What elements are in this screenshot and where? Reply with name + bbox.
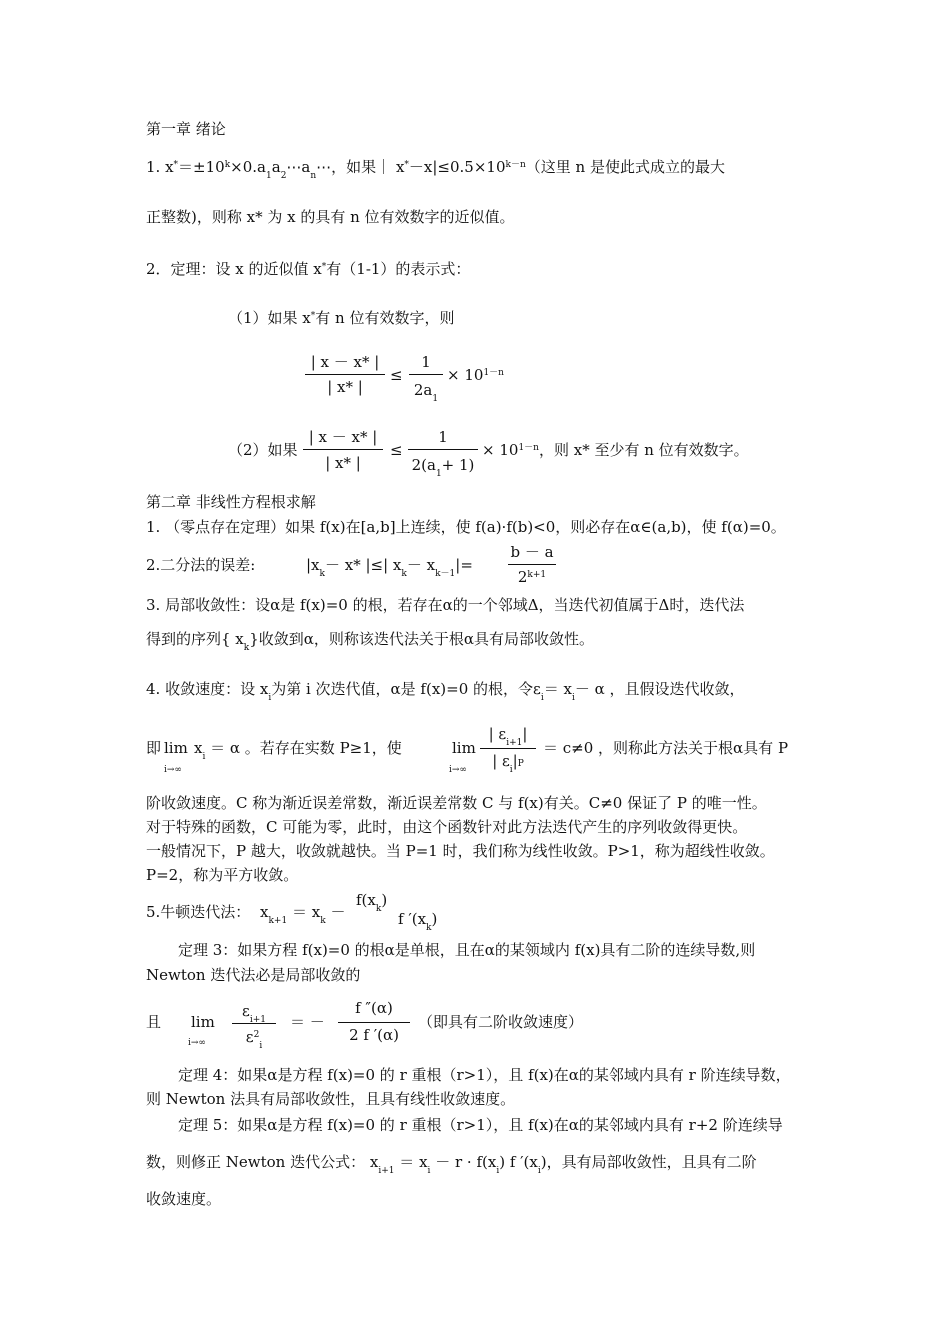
formula-2-bar [303, 449, 383, 450]
theorem-3-tail: （即具有二阶收敛速度） [418, 1013, 584, 1031]
lim-2: lim [452, 739, 476, 757]
formula-2-power-and-tail: × $10^{1-n}$，则 x* 至少有 n 位有效数字。 [482, 441, 749, 459]
ch2-item-3-line-2: 得到的序列{ $x_k$}收敛到α，则称该迭代法关于根α具有局部收敛性。 [146, 630, 595, 653]
ch2-para-line-1: 阶收敛速度。C 称为渐近误差常数，渐近误差常数 C 与 f(x)有关。C≠0 保证了 P 的唯一性。 [146, 794, 767, 812]
ch2-item-4-frac-bar [480, 748, 536, 749]
ch2-para-line-3: 一般情况下，P 越大，收敛就越快。当 P=1 时，我们称为线性收敛。P>1，称为超线性收敛。 [146, 842, 775, 860]
theorem-3-right-bar [338, 1022, 410, 1023]
ch2-item-2-label: 2.二分法的误差: [146, 556, 256, 574]
lim-2-under: i→∞ [449, 765, 467, 775]
theorem-4-line-2: 则 Newton 法具有局部收敛性，且具有线性收敛速度。 [146, 1090, 516, 1108]
lim-3: lim [191, 1013, 215, 1031]
lim-3-under: i→∞ [188, 1038, 206, 1048]
ch2-item-4-limit-expression: $x_i = \alpha$ 。若存在实数 P≥1，使 [194, 739, 402, 762]
ch1-item-2: 2．定理：设 x 的近似值 x*有（1-1）的表示式： [146, 260, 471, 278]
theorem-5-line-1: 定理 5：如果α是方程 f(x)=0 的 r 重根（r>1），且 f(x)在α的某邻域内具有 r+2 阶连续导 [178, 1116, 783, 1134]
newton-formula-lhs: $x_{k+1} = x_k$ － [260, 903, 346, 926]
theorem-4-line-1: 定理 4：如果α是方程 f(x)=0 的 r 重根（r>1），且 f(x)在α的某邻域内具有 r 阶连续导数， [178, 1066, 791, 1084]
theorem-5-line-3: 收敛速度。 [146, 1190, 222, 1208]
theorem-3-equals-minus: ＝ － [290, 1013, 325, 1031]
formula-1-right-denominator: $2a_1$ [413, 381, 439, 404]
ch2-item-3-line-1: 3. 局部收敛性：设α是 f(x)=0 的根，若存在α的一个邻域Δ，当迭代初值属于Δ时，迭代法 [146, 596, 745, 614]
ch1-item-1-line-2: 正整数)，则称 x* 为 x 的具有 n 位有效数字的近似值。 [146, 208, 515, 226]
lim-1-under: i→∞ [164, 765, 182, 775]
formula-2-leq: ≤ [390, 441, 403, 459]
theorem-3-right-numerator: f ″(α) [355, 999, 393, 1017]
ch2-item-4-frac-denominator: | $\varepsilon_i|P$ [492, 752, 524, 775]
theorem-3-ratio-bar [232, 1023, 276, 1024]
theorem-3-and: 且 [146, 1013, 162, 1031]
newton-formula-denominator: f $'(x_k)$ [398, 910, 438, 933]
formula-1-right-bar [409, 374, 443, 375]
formula-2-numerator: | x － x* | [308, 428, 378, 446]
ch2-item-1: 1. （零点存在定理）如果 f(x)在[a,b]上连续，使 f(a)·f(b)<0，则必存在α∈(a,b)，使 f(α)=0。 [146, 518, 786, 536]
theorem-3-line-2: Newton 迭代法必是局部收敛的 [146, 966, 361, 984]
ch1-case-1: （1）如果 x*有 n 位有效数字，则 [228, 309, 455, 327]
formula-1-numerator: | x － x* | [310, 353, 380, 371]
theorem-3-ratio-numerator: $\varepsilon_{i+1}$ [242, 1002, 266, 1025]
formula-1-power: × $10^{1-n}$ [447, 366, 504, 384]
lim-1: lim [164, 739, 188, 757]
formula-2-denominator: | x* | [325, 454, 361, 472]
theorem-5-line-2: 数，则修正 Newton 迭代公式： $x_{i+1} = x_i - r \cdot f(x_i)$ f $'(x_i)$，具有局部收敛性，且具有二阶 [146, 1153, 757, 1176]
ch2-item-2-denominator: $2^{k+1}$ [517, 568, 547, 586]
ch2-item-5-label: 5.牛顿迭代法： [146, 903, 251, 921]
formula-1-bar [305, 374, 385, 375]
theorem-3-right-denominator: 2 f ′(α) [349, 1026, 399, 1044]
formula-1-denominator: | x* | [327, 378, 363, 396]
ch1-case-2: （2）如果 [228, 441, 298, 459]
ch1-item-1: 1. $x^*=\pm 10^k\times 0.a_1a_2\cdots a_n\cdots$，如果｜ $x^*-x|\le 0.5\times 10^{k-n}$（这里 n 是使此式成立的最大 [146, 158, 725, 181]
theorem-3-line-1: 定理 3：如果方程 f(x)=0 的根α是单根，且在α的某领域内 f(x)具有二阶的连续导数,则 [178, 941, 756, 959]
ch2-para-line-2: 对于特殊的函数，C 可能为零，此时，由这个函数针对此方法迭代产生的序列收敛得更快。 [146, 818, 748, 836]
formula-2-right-numerator: 1 [438, 428, 448, 446]
ch2-item-4-line-1: 4. 收敛速度：设 $x_i$为第 i 次迭代值，α是 f(x)=0 的根，令$\varepsilon_i= x_i- \alpha$ ，且假设迭代收敛， [146, 680, 745, 703]
ch2-para-line-4: P=2，称为平方收敛。 [146, 866, 299, 884]
theorem-3-ratio-denominator: $\varepsilon^2_i$ [245, 1028, 263, 1051]
formula-2-right-bar [408, 449, 478, 450]
formula-2-right-denominator: $2(a_1+ 1)$ [411, 456, 475, 479]
ch2-item-2-numerator: b － a [510, 543, 554, 561]
ch2-item-2-bar [508, 564, 556, 565]
ch2-item-4-frac-numerator: | $\varepsilon_{i+1}|$ [488, 725, 528, 748]
formula-1-leq: ≤ [390, 366, 403, 384]
chapter-2-title: 第二章 非线性方程根求解 [146, 493, 316, 511]
newton-formula-numerator: $f(x_k)$ [356, 891, 388, 914]
chapter-1-title: 第一章 绪论 [146, 120, 226, 138]
ch2-item-4-after: ＝ c≠0 ，则称此方法关于根α具有 P [543, 739, 789, 757]
ch2-item-4-lim-prefix: 即 [146, 739, 162, 757]
formula-1-right-numerator: 1 [421, 353, 431, 371]
ch2-item-2-expression: $|x_k- x*$ |≤| $x_k- x_{k-1}|=$ [306, 556, 473, 579]
